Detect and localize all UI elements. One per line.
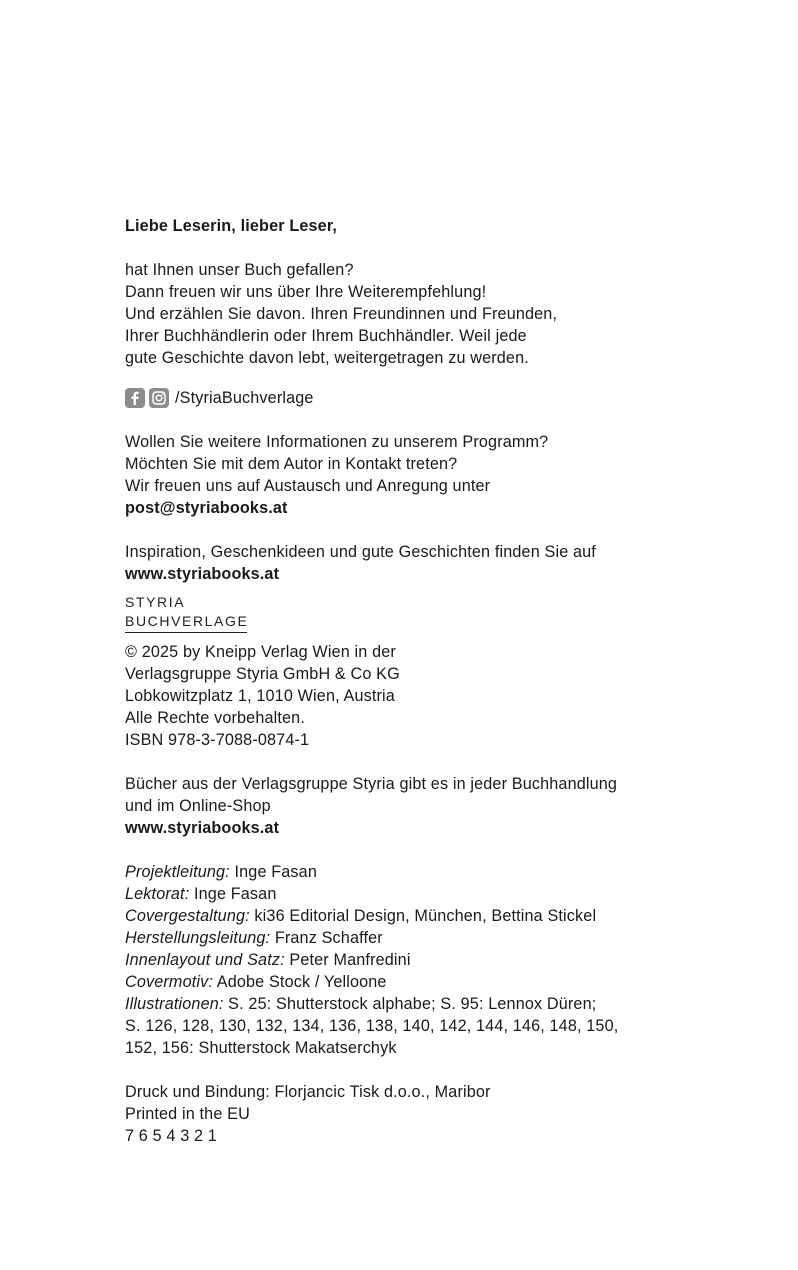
intro-line: hat Ihnen unser Buch gefallen? xyxy=(125,261,354,279)
credit-role: Herstellungsleitung: xyxy=(125,929,271,947)
credit-line xyxy=(125,861,745,883)
credit-line xyxy=(125,927,745,949)
instagram-icon[interactable] xyxy=(149,388,169,408)
intro-line: Und erzählen Sie davon. Ihren Freundinnen und Freunden, xyxy=(125,305,558,323)
facebook-icon[interactable] xyxy=(125,388,145,408)
inspiration-line: Inspiration, Geschenkideen und gute Geschichten finden Sie auf xyxy=(125,543,596,561)
copyright-line: Lobkowitzplatz 1, 1010 Wien, Austria xyxy=(125,687,395,705)
credit-value: ki36 Editorial Design, München, Bettina Stickel xyxy=(249,907,597,925)
credit-value: Franz Schaffer xyxy=(270,929,383,947)
credit-value: Inge Fasan xyxy=(229,863,317,881)
intro-line: gute Geschichte davon lebt, weitergetragen zu werden. xyxy=(125,349,529,367)
credit-value: Peter Manfredini xyxy=(284,951,411,969)
copyright-line: Verlagsgruppe Styria GmbH & Co KG xyxy=(125,665,400,683)
credit-line xyxy=(125,905,745,927)
credit-role: Innenlayout und Satz: xyxy=(125,951,285,969)
intro-line: Dann freuen wir uns über Ihre Weiterempfehlung! xyxy=(125,283,487,301)
contact-email-link[interactable]: post@styriabooks.at xyxy=(125,499,288,517)
credit-role: Projektleitung: xyxy=(125,863,230,881)
copyright-line: © 2025 by Kneipp Verlag Wien in der xyxy=(125,643,396,661)
illustration-credit-cont: S. 126, 128, 130, 132, 134, 136, 138, 140, 142, 144, 146, 148, 150, xyxy=(125,1017,619,1035)
credit-line xyxy=(125,993,745,1015)
credit-role: Illustrationen: xyxy=(125,995,224,1013)
credit-value: S. 25: Shutterstock alphabe; S. 95: Lennox Düren; xyxy=(223,995,597,1013)
logo-line-1: STYRIA xyxy=(125,594,186,610)
isbn-line: ISBN 978-3-7088-0874-1 xyxy=(125,731,310,749)
contact-line: Wir freuen uns auf Austausch und Anregung unter xyxy=(125,477,491,495)
intro-line: Ihrer Buchhändlerin oder Ihrem Buchhändler. Weil jede xyxy=(125,327,527,345)
illustration-credit-cont: 152, 156: Shutterstock Makatserchyk xyxy=(125,1039,397,1057)
styria-logo xyxy=(125,589,247,633)
inspiration-url-link[interactable]: www.styriabooks.at xyxy=(125,565,280,583)
shop-url-link[interactable]: www.styriabooks.at xyxy=(125,819,280,837)
social-links xyxy=(125,387,745,409)
greeting: Liebe Leserin, lieber Leser, xyxy=(125,217,338,235)
credit-role: Covergestaltung: xyxy=(125,907,250,925)
contact-line: Wollen Sie weitere Informationen zu unserem Programm? xyxy=(125,433,549,451)
shop-line: Bücher aus der Verlagsgruppe Styria gibt es in jeder Buchhandlung xyxy=(125,775,618,793)
shop-line: und im Online-Shop xyxy=(125,797,271,815)
credit-value: Adobe Stock / Yelloone xyxy=(213,973,387,991)
credit-role: Lektorat: xyxy=(125,885,190,903)
social-handle[interactable]: /StyriaBuchverlage xyxy=(175,389,314,407)
credit-line xyxy=(125,883,745,905)
credit-value: Inge Fasan xyxy=(189,885,277,903)
logo-line-2: BUCHVERLAGE xyxy=(125,613,249,629)
print-line: Printed in the EU xyxy=(125,1105,250,1123)
credit-role: Covermotiv: xyxy=(125,973,214,991)
contact-line: Möchten Sie mit dem Autor in Kontakt treten? xyxy=(125,455,458,473)
credit-line xyxy=(125,971,745,993)
logo-underline xyxy=(125,632,247,633)
print-line: Druck und Bindung: Florjancic Tisk d.o.o., Maribor xyxy=(125,1083,491,1101)
copyright-line: Alle Rechte vorbehalten. xyxy=(125,709,305,727)
print-run-line: 7 6 5 4 3 2 1 xyxy=(125,1127,217,1145)
credit-line xyxy=(125,949,745,971)
imprint-content xyxy=(125,215,745,1147)
